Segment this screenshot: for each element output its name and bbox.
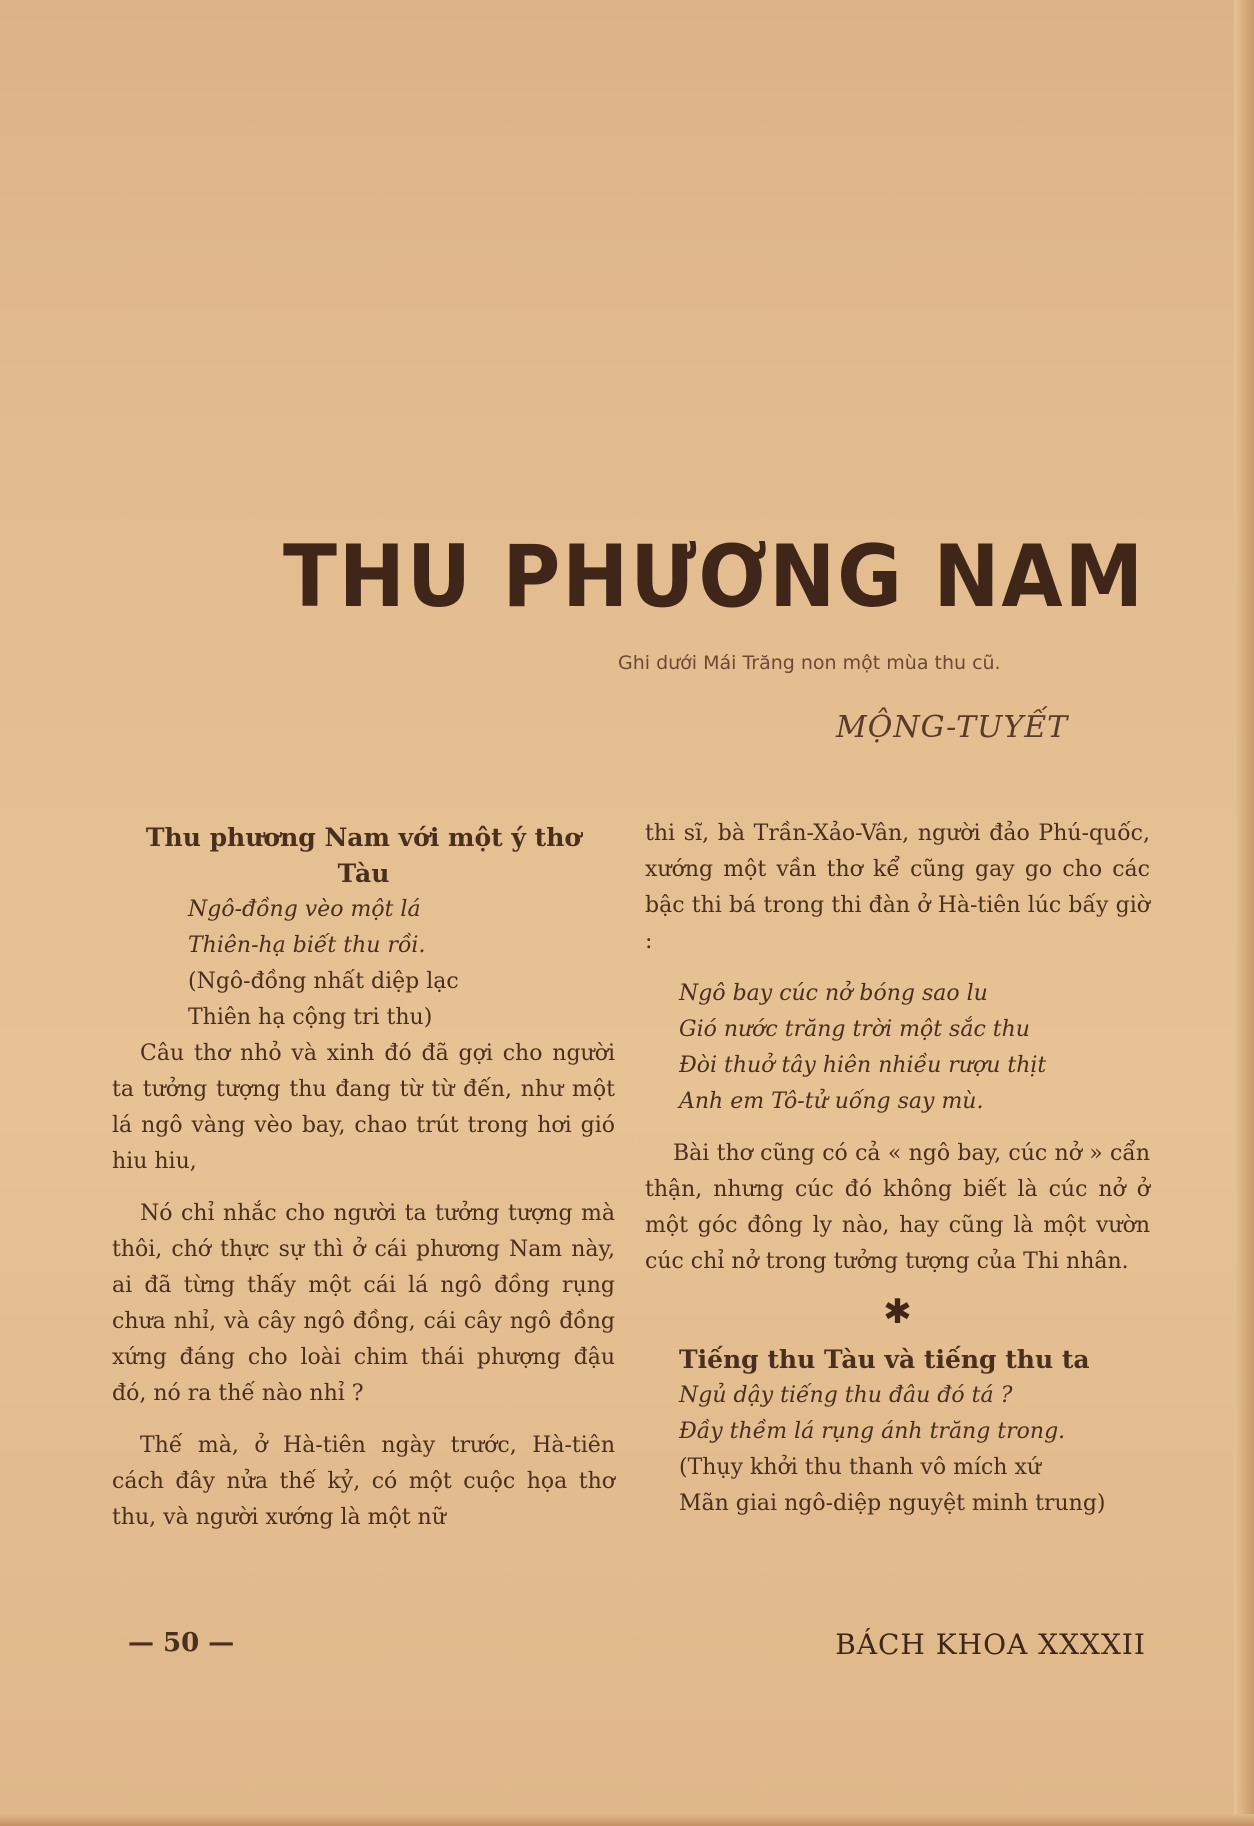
poem-vietnamese-2 (645, 1378, 1150, 1450)
poem-line: Gió nước trăng trời một sắc thu (679, 1017, 1030, 1042)
paragraph: Nó chỉ nhắc cho người ta tưởng tượng mà thôi, chớ thực sự thì ở cái phương Nam này, ai đã từng thấy một cái lá ngô đồng rụng chưa nhỉ, và cây ngô đồng, cái cây ngô đồng xứng đáng cho loài chim thái phượng đậu đó, nó ra thế nào nhỉ ? (112, 1201, 615, 1406)
right-column (645, 816, 1150, 1522)
poem-line: Anh em Tô-tử uống say mù. (679, 1089, 984, 1114)
page-number: — 50 — (128, 1628, 235, 1658)
poem-line: Thiên-hạ biết thu rồi. (188, 933, 426, 958)
article-title: THU PHƯƠNG NAM (283, 527, 1146, 627)
section-ornament: ✱ (883, 1292, 912, 1332)
paragraph: Bài thơ cũng có cả « ngô bay, cúc nở » cẩn thận, nhưng cúc đó không biết là cúc nở ở một góc đông ly nào, hay cũng là một vườn cúc chỉ nở trong tưởng tượng của Thi nhân. (645, 1141, 1150, 1274)
poem-line: Đầy thềm lá rụng ánh trăng trong. (679, 1419, 1066, 1444)
poem-vietnamese-1 (112, 892, 615, 964)
poem-line: (Ngô-đồng nhất diệp lạc (188, 969, 459, 994)
poem-line: Ngô bay cúc nở bóng sao lu (679, 981, 988, 1006)
journal-name: BÁCH KHOA XXXXII (835, 1628, 1146, 1661)
poem-xao-van (645, 976, 1150, 1120)
article-author: MỘNG-TUYẾT (836, 710, 1069, 745)
poem-line: Mãn giai ngô-diệp nguyệt minh trung) (679, 1491, 1106, 1516)
section-heading-1: Thu phương Nam với một ý thơ Tàu (145, 823, 582, 888)
left-column (112, 820, 615, 1536)
section-heading-2: Tiếng thu Tàu và tiếng thu ta (679, 1345, 1090, 1374)
paragraph: Câu thơ nhỏ và xinh đó đã gợi cho người ta tưởng tượng thu đang từ từ đến, như một lá ngô vàng vèo bay, chao trút trong hơi gió hiu hiu, (112, 1041, 615, 1174)
poem-hanviet-2 (645, 1450, 1150, 1522)
article-subtitle: Ghi dưới Mái Trăng non một mùa thu cũ. (618, 652, 1001, 674)
poem-hanviet-1 (112, 964, 615, 1036)
poem-line: Đòi thuở tây hiên nhiều rượu thịt (679, 1053, 1047, 1078)
page-bottom-edge (0, 1814, 1254, 1826)
page-edge-shadow (1234, 0, 1254, 1826)
paragraph: Thế mà, ở Hà-tiên ngày trước, Hà-tiên cách đây nửa thế kỷ, có một cuộc họa thơ thu, và người xướng là một nữ (112, 1433, 615, 1530)
poem-line: Ngủ dậy tiếng thu đâu đó tá ? (679, 1383, 1013, 1408)
paragraph: thi sĩ, bà Trần-Xảo-Vân, người đảo Phú-quốc, xướng một vần thơ kể cũng gay go cho các bậc thi bá trong thi đàn ở Hà-tiên lúc bấy giờ : (645, 821, 1150, 954)
poem-line: Ngô-đồng vèo một lá (188, 897, 421, 922)
poem-line: (Thụy khởi thu thanh vô mích xứ (679, 1455, 1042, 1480)
poem-line: Thiên hạ cộng tri thu) (188, 1005, 433, 1030)
